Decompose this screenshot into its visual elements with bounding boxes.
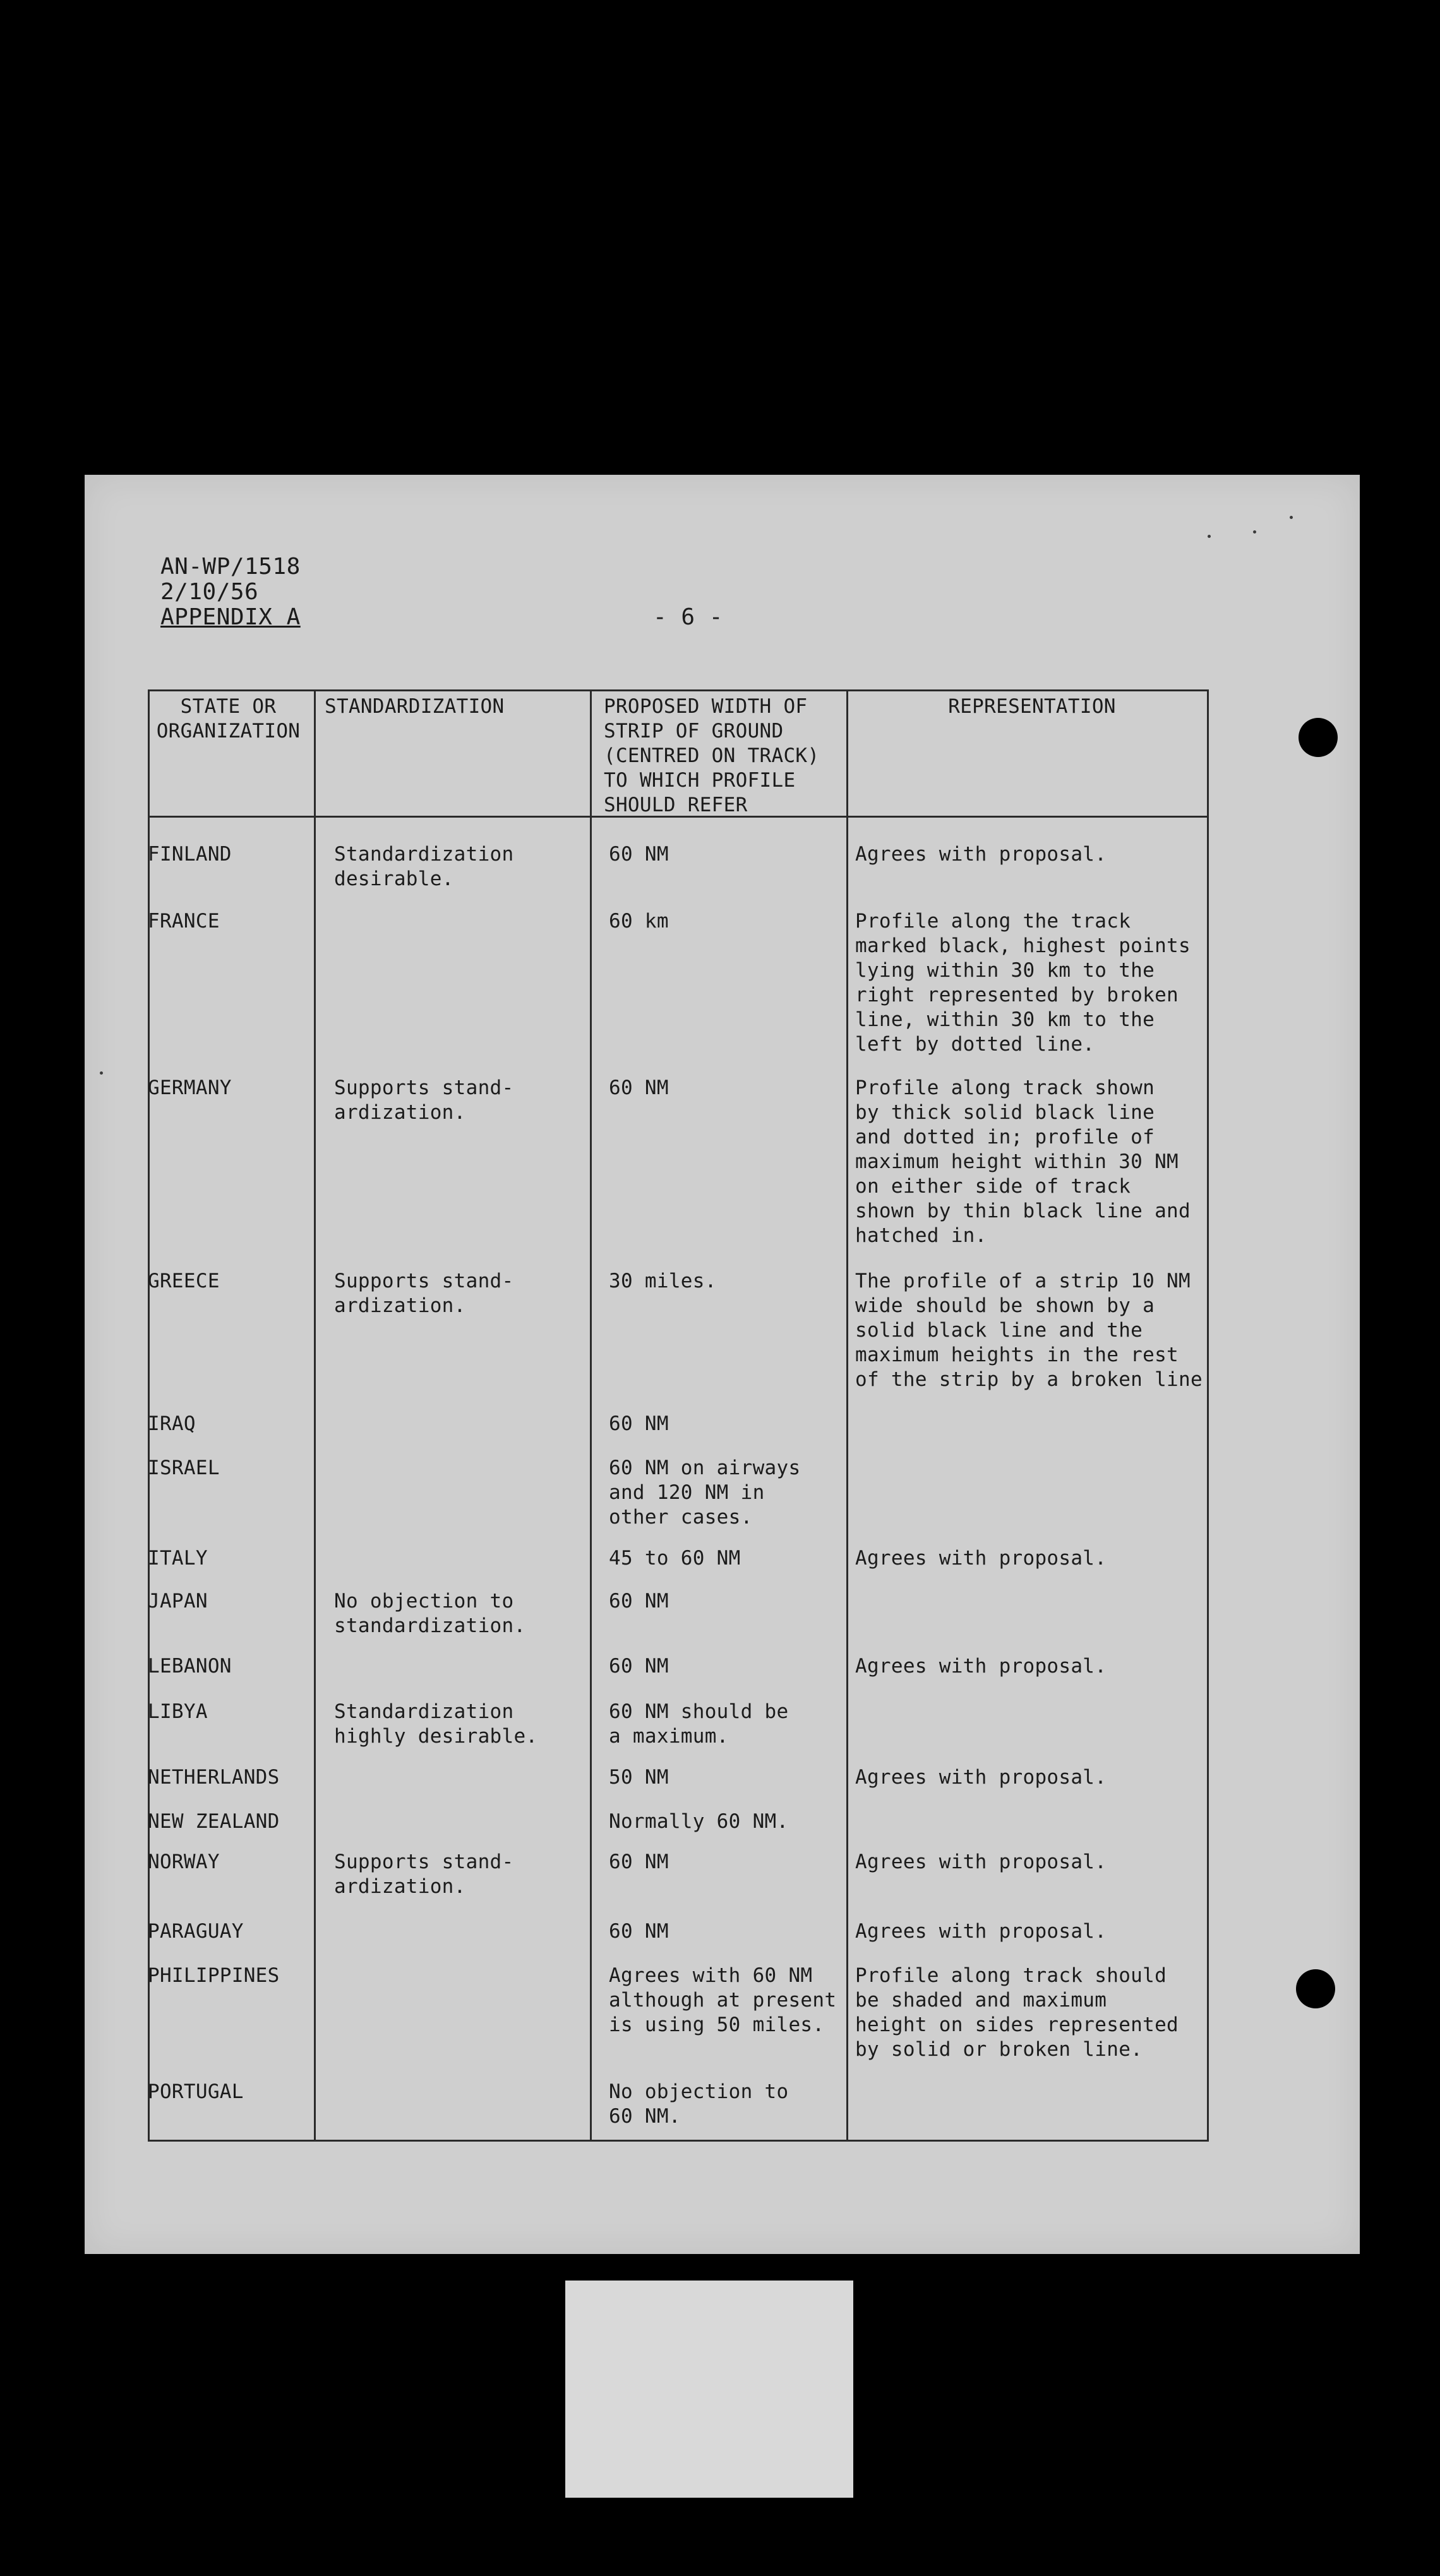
dust-speck <box>1208 535 1211 538</box>
cell-representation: Profile along track should be shaded and maximum height on sides represented by solid or broken line. <box>855 1964 1179 2061</box>
cell-state: LEBANON <box>148 1655 232 1678</box>
cell-state: NORWAY <box>148 1851 220 1873</box>
cell-state: IRAQ <box>148 1412 196 1435</box>
cell-width: 60 NM <box>609 1851 669 1873</box>
cell-width: 60 NM <box>609 1655 669 1678</box>
cell-representation: Agrees with proposal. <box>855 1655 1107 1678</box>
cell-state: ITALY <box>148 1547 208 1570</box>
cell-representation: Agrees with proposal. <box>855 1851 1107 1873</box>
cell-standardization: No objection to standardization. <box>334 1590 526 1637</box>
header-state: STATE OR ORGANIZATION <box>156 695 301 742</box>
cell-state: NETHERLANDS <box>148 1766 280 1789</box>
cell-state: GREECE <box>148 1270 220 1292</box>
cell-standardization: Supports stand- ardization. <box>334 1851 514 1898</box>
cell-representation: Agrees with proposal. <box>855 1920 1107 1943</box>
cell-representation: The profile of a strip 10 NM wide should be shown by a solid black line and the maximum heights in the rest of the strip by a broken line <box>855 1270 1203 1391</box>
column-rule-1 <box>314 689 316 2142</box>
header-representation: REPRESENTATION <box>948 695 1116 718</box>
cell-state: ISRAEL <box>148 1457 220 1479</box>
cell-state: PHILIPPINES <box>148 1964 280 1987</box>
cell-state: PARAGUAY <box>148 1920 244 1943</box>
cell-standardization: Supports stand- ardization. <box>334 1076 514 1124</box>
punch-hole-top <box>1299 718 1338 757</box>
cell-width: 60 NM <box>609 1590 669 1613</box>
document-page <box>85 475 1360 2254</box>
cell-standardization: Standardization highly desirable. <box>334 1700 538 1748</box>
document-reference: AN-WP/1518 <box>160 554 301 580</box>
cell-representation: Agrees with proposal. <box>855 1547 1107 1570</box>
dust-speck <box>1290 516 1293 519</box>
dust-speck <box>100 1071 103 1075</box>
cell-width: Agrees with 60 NM although at present is using 50 miles. <box>609 1964 837 2036</box>
cell-standardization: Standardization desirable. <box>334 843 514 890</box>
table-bottom-rule <box>148 2140 1209 2142</box>
header-standardization: STANDARDIZATION <box>325 695 505 718</box>
cell-representation: Profile along track shown by thick solid black line and dotted in; profile of maximum height within 30 NM on either side of track shown by thin black line and hatched in. <box>855 1076 1191 1247</box>
cell-width: 60 NM <box>609 1412 669 1435</box>
cell-width: 60 NM should be a maximum. <box>609 1700 789 1748</box>
cell-width: 60 NM on airways and 120 NM in other cases. <box>609 1457 801 1529</box>
cell-width: 60 NM <box>609 1920 669 1943</box>
cell-representation: Agrees with proposal. <box>855 843 1107 866</box>
cell-state: GERMANY <box>148 1076 232 1099</box>
cell-standardization: Supports stand- ardization. <box>334 1270 514 1317</box>
table-top-rule <box>148 689 1209 691</box>
cell-width: Normally 60 NM. <box>609 1810 789 1833</box>
cell-state: NEW ZEALAND <box>148 1810 280 1833</box>
cell-width: 60 NM <box>609 1076 669 1099</box>
appendix-heading: APPENDIX A <box>160 604 301 630</box>
cell-width: 50 NM <box>609 1766 669 1789</box>
dust-speck <box>1253 530 1256 534</box>
country-table <box>148 689 1209 2142</box>
blank-label-card <box>565 2281 853 2498</box>
cell-width: 60 km <box>609 910 669 933</box>
cell-state: PORTUGAL <box>148 2080 244 2103</box>
cell-state: FRANCE <box>148 910 220 933</box>
punch-hole-bottom <box>1296 1969 1335 2008</box>
cell-width: 30 miles. <box>609 1270 717 1292</box>
cell-representation: Profile along the track marked black, highest points lying within 30 km to the right represented by broken line, within 30 km to the left by dotted line. <box>855 910 1191 1056</box>
cell-width: No objection to 60 NM. <box>609 2080 789 2128</box>
cell-width: 45 to 60 NM <box>609 1547 741 1570</box>
header-proposed-width: PROPOSED WIDTH OF STRIP OF GROUND (CENTRED ON TRACK) TO WHICH PROFILE SHOULD REFER <box>604 695 820 816</box>
column-rule-2 <box>590 689 592 2142</box>
cell-state: JAPAN <box>148 1590 208 1613</box>
cell-state: LIBYA <box>148 1700 208 1723</box>
document-date: 2/10/56 <box>160 579 259 605</box>
cell-state: FINLAND <box>148 843 232 866</box>
cell-width: 60 NM <box>609 843 669 866</box>
cell-representation: Agrees with proposal. <box>855 1766 1107 1789</box>
page-number: - 6 - <box>653 604 723 630</box>
